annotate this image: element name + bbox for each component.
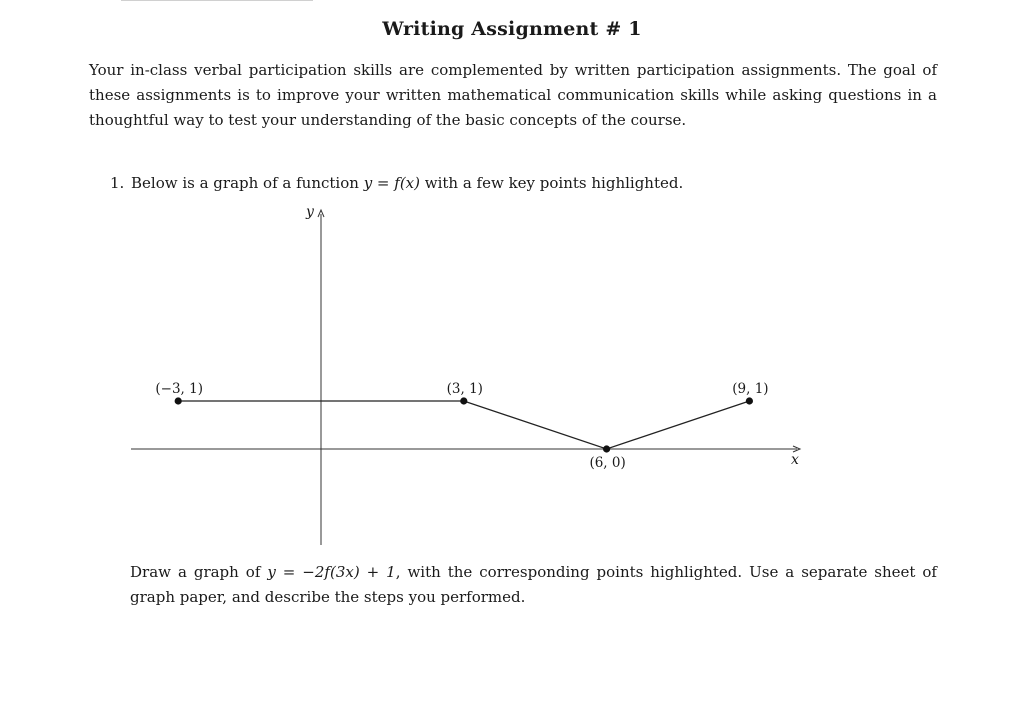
key-point [746, 397, 753, 404]
key-point [175, 397, 182, 404]
graph-axes [131, 204, 800, 545]
key-point-label: (6, 0) [589, 455, 626, 471]
key-point [603, 445, 610, 452]
y-axis-label: y [306, 204, 314, 220]
key-point-label: (3, 1) [446, 381, 483, 397]
instruction-before: Draw a graph of [130, 563, 268, 581]
problem-prompt-before: Below is a graph of a function [131, 174, 364, 192]
instruction-after: , with the corresponding points highlighted. Use a separate sheet of graph paper, and describe the steps you performed. [130, 563, 937, 606]
x-axis-label: x [791, 452, 799, 468]
intro-paragraph: Your in-class verbal participation skills are complemented by written participation assignments. The goal of these assignments is to improve your written mathematical communication skills while asking questions in a thoughtful way to test your understanding of the basic concepts of the course. [89, 61, 937, 129]
problem-prompt-math: y = f(x) [363, 174, 420, 192]
instruction-paragraph [130, 560, 937, 610]
key-point [460, 397, 467, 404]
function-curve [178, 401, 749, 449]
problem-number: 1. [110, 174, 125, 192]
problem-prompt-after: with a few key points highlighted. [419, 174, 684, 192]
key-point-label: (−3, 1) [155, 381, 204, 397]
instruction-math: y = −2f(3x) + 1 [267, 563, 396, 581]
page-title: Writing Assignment # 1 [382, 18, 642, 40]
key-point-label: (9, 1) [732, 381, 769, 397]
